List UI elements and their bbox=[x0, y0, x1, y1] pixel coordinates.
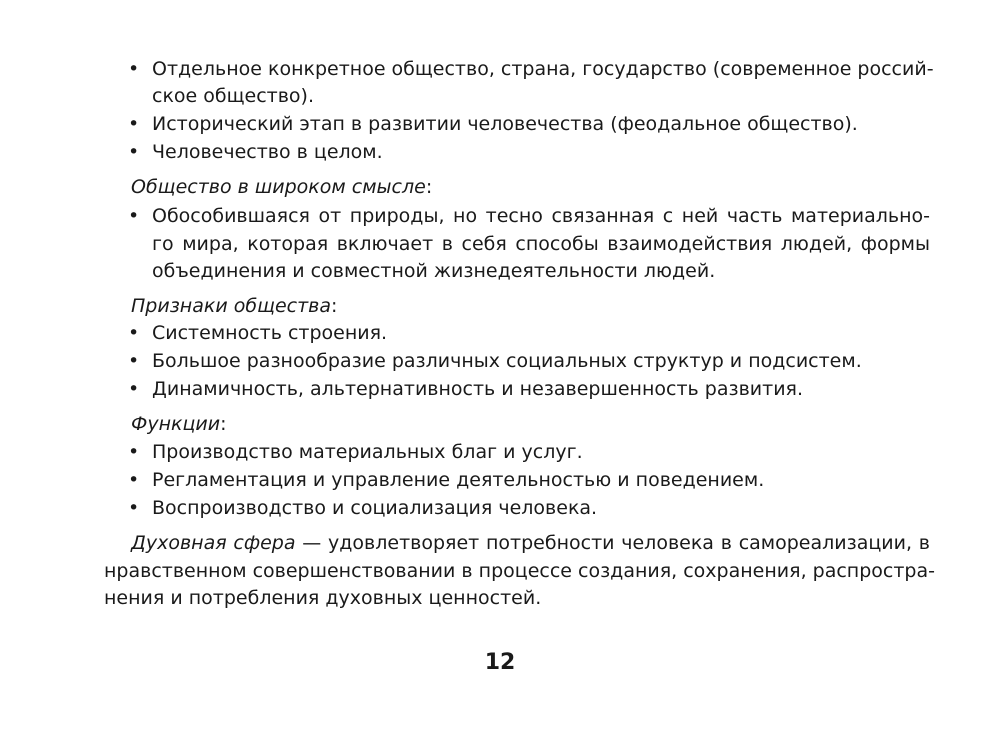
section-heading-signs bbox=[131, 293, 337, 320]
list-item: Системность строения. bbox=[152, 322, 388, 344]
bullet: • bbox=[128, 378, 140, 400]
bullet: • bbox=[128, 441, 140, 463]
page-number: 12 bbox=[484, 650, 516, 675]
list-item: Динамичность, альтернативность и незавершенность развития. bbox=[152, 378, 804, 400]
paragraph-line: нравственном совершенствовании в процессе создания, сохранения, распростра- bbox=[104, 560, 935, 582]
term-text: Духовная сфера bbox=[131, 532, 296, 554]
bullet: • bbox=[128, 113, 140, 135]
list-item-line: объединения и совместной жизнедеятельности людей. bbox=[152, 260, 716, 282]
paragraph-line: нения и потребления духовных ценностей. bbox=[104, 587, 542, 609]
section-heading-functions bbox=[131, 411, 227, 438]
heading-text: Признаки общества bbox=[131, 295, 332, 317]
bullet: • bbox=[128, 58, 140, 80]
list-item: Производство материальных благ и услуг. bbox=[152, 441, 583, 463]
bullet: • bbox=[128, 350, 140, 372]
list-item-line: ское общество). bbox=[152, 85, 314, 107]
list-item: Регламентация и управление деятельностью и поведением. bbox=[152, 469, 765, 491]
heading-colon: : bbox=[220, 413, 227, 435]
heading-colon: : bbox=[425, 176, 433, 198]
bullet: • bbox=[128, 141, 140, 163]
heading-colon: : bbox=[331, 295, 338, 317]
list-item-line: Обособившаяся от природы, но тесно связанная с ней часть материально- bbox=[152, 205, 930, 227]
list-item: Исторический этап в развитии человечества (феодальное общество). bbox=[152, 113, 858, 135]
list-item: Большое разнообразие различных социальных структур и подсистем. bbox=[152, 350, 862, 372]
bullet: • bbox=[128, 469, 140, 491]
bullet: • bbox=[128, 322, 140, 344]
heading-text: Общество в широком смысле bbox=[131, 176, 426, 198]
definition-text: — удовлетворяет потребности человека в самореализации, в bbox=[295, 532, 931, 554]
list-item-line: Отдельное конкретное общество, страна, государство (современное россий- bbox=[152, 58, 934, 80]
paragraph-line bbox=[131, 530, 930, 557]
list-item: Воспроизводство и социализация человека. bbox=[152, 497, 598, 519]
list-item-line: го мира, которая включает в себя способы взаимодействия людей, формы bbox=[152, 233, 930, 255]
bullet: • bbox=[128, 497, 140, 519]
section-heading-broad bbox=[131, 174, 432, 201]
list-item: Человечество в целом. bbox=[152, 141, 383, 163]
bullet: • bbox=[128, 205, 140, 227]
heading-text: Функции bbox=[131, 413, 221, 435]
